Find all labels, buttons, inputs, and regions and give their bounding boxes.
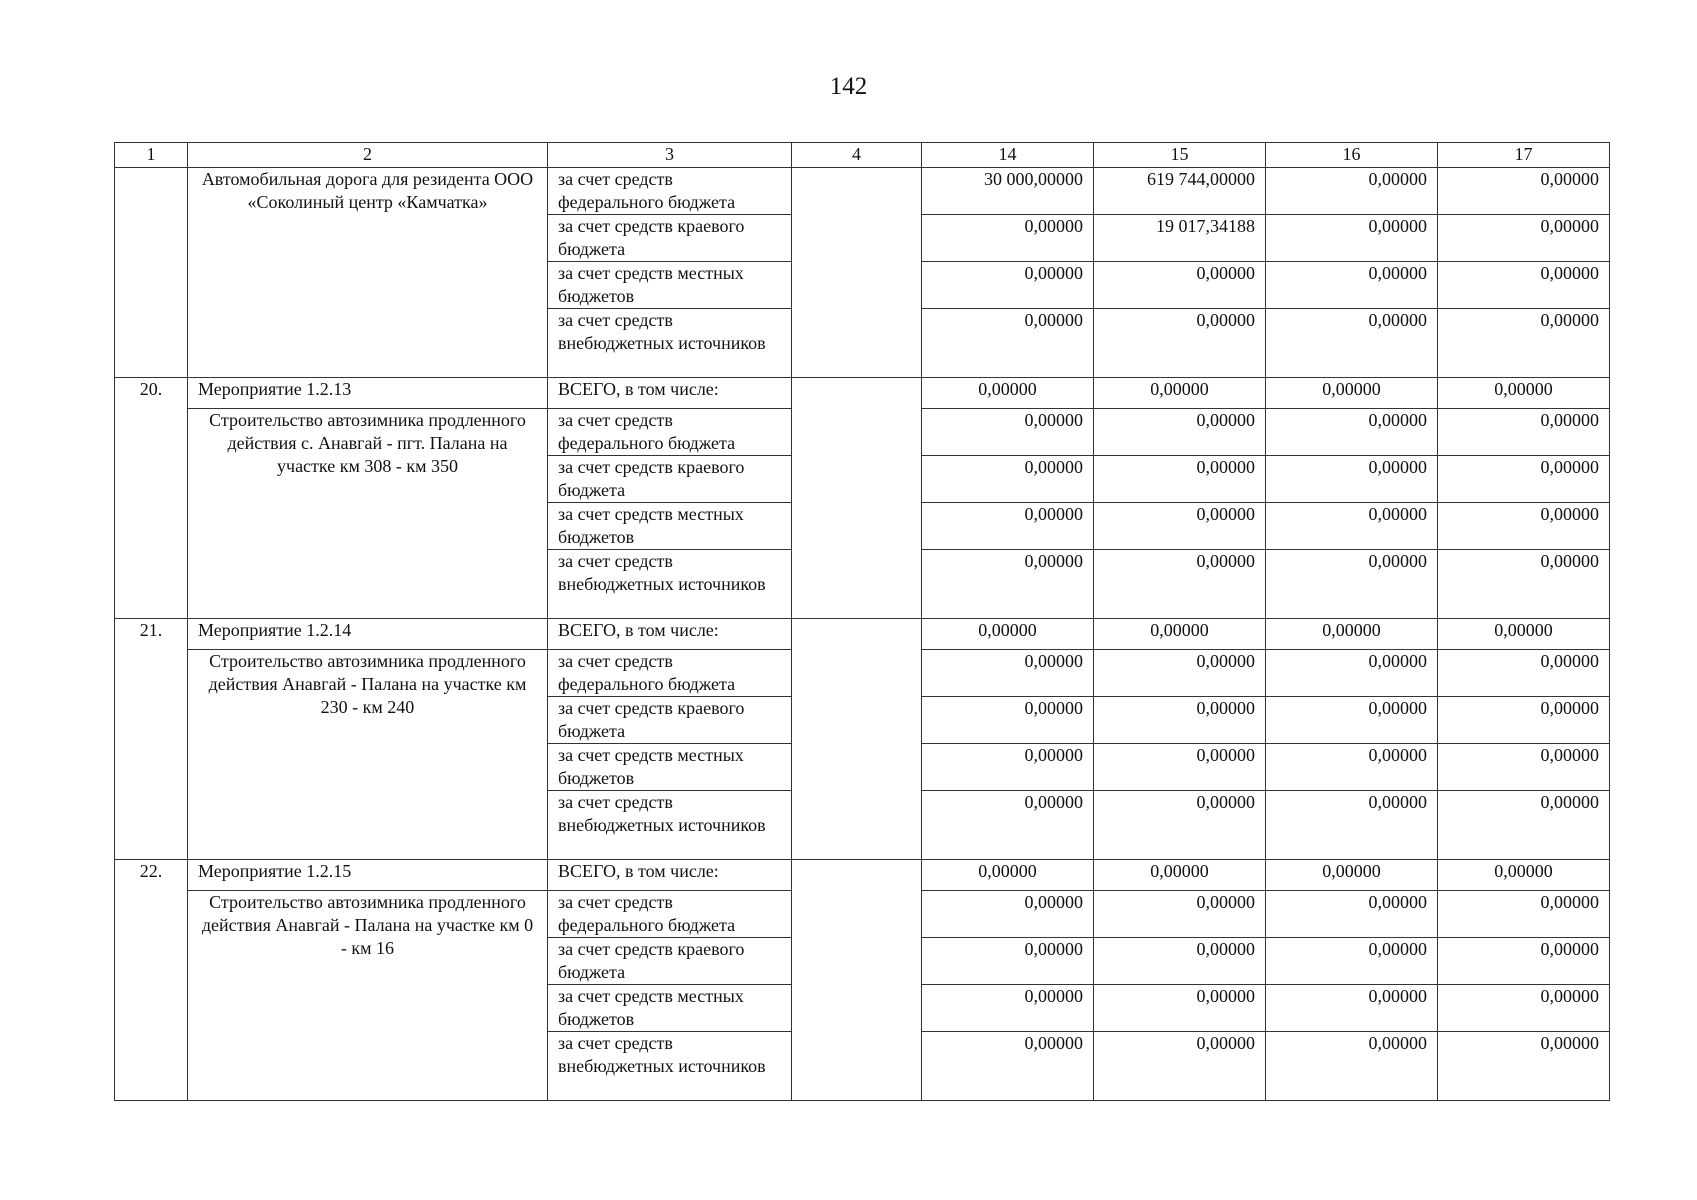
value-cell: 0,00000 (1438, 215, 1610, 262)
source-label: за счет средств федерального бюджета (548, 409, 792, 456)
table-row (115, 619, 1610, 650)
value-cell: 0,00000 (922, 456, 1094, 503)
column-number: 1 (115, 143, 188, 168)
column-4-cell (792, 168, 922, 378)
value-cell: 0,00000 (1266, 456, 1438, 503)
value-cell: 0,00000 (1266, 503, 1438, 550)
column-number: 16 (1266, 143, 1438, 168)
source-label: за счет средств краевого бюджета (548, 215, 792, 262)
table-row (115, 378, 1610, 409)
measure-description: Строительство автозимника продленного действия Анавгай - Палана на участке км 0 - км 16 (188, 891, 548, 1101)
source-label: ВСЕГО, в том числе: (548, 619, 792, 650)
value-cell: 0,00000 (922, 985, 1094, 1032)
value-cell: 0,00000 (922, 1032, 1094, 1101)
budget-table (114, 142, 1610, 1101)
value-cell: 0,00000 (1438, 697, 1610, 744)
value-cell: 0,00000 (1438, 891, 1610, 938)
measure-description: Автомобильная дорога для резидента ООО «Соколиный центр «Камчатка» (188, 168, 548, 378)
value-cell: 0,00000 (922, 503, 1094, 550)
value-cell: 0,00000 (1094, 697, 1266, 744)
total-value-cell: 0,00000 (1266, 378, 1438, 409)
column-number: 3 (548, 143, 792, 168)
value-cell: 0,00000 (1094, 744, 1266, 791)
column-4-cell (792, 619, 922, 860)
value-cell: 0,00000 (922, 650, 1094, 697)
value-cell: 0,00000 (1094, 409, 1266, 456)
measure-description: Строительство автозимника продленного действия Анавгай - Палана на участке км 230 - км 240 (188, 650, 548, 860)
total-value-cell: 0,00000 (922, 378, 1094, 409)
value-cell: 619 744,00000 (1094, 168, 1266, 215)
measure-title: Мероприятие 1.2.14 (188, 619, 548, 650)
row-number: 21. (115, 619, 188, 860)
value-cell: 0,00000 (1266, 985, 1438, 1032)
value-cell: 0,00000 (1438, 168, 1610, 215)
value-cell: 0,00000 (1438, 456, 1610, 503)
value-cell: 0,00000 (1438, 938, 1610, 985)
total-value-cell: 0,00000 (1094, 860, 1266, 891)
value-cell: 0,00000 (922, 697, 1094, 744)
value-cell: 0,00000 (1094, 791, 1266, 860)
column-number-row (115, 143, 1610, 168)
column-number: 14 (922, 143, 1094, 168)
value-cell: 0,00000 (922, 409, 1094, 456)
value-cell: 0,00000 (1266, 262, 1438, 309)
source-label: ВСЕГО, в том числе: (548, 860, 792, 891)
row-number: 20. (115, 378, 188, 619)
source-label: за счет средств краевого бюджета (548, 697, 792, 744)
total-value-cell: 0,00000 (1438, 860, 1610, 891)
value-cell: 0,00000 (922, 744, 1094, 791)
value-cell: 0,00000 (1438, 262, 1610, 309)
value-cell: 0,00000 (1438, 650, 1610, 697)
value-cell: 0,00000 (1266, 791, 1438, 860)
value-cell: 0,00000 (1094, 985, 1266, 1032)
total-value-cell: 0,00000 (922, 619, 1094, 650)
value-cell: 0,00000 (1438, 550, 1610, 619)
value-cell: 0,00000 (1266, 891, 1438, 938)
source-label: за счет средств внебюджетных источников (548, 791, 792, 860)
value-cell: 0,00000 (1438, 503, 1610, 550)
measure-description: Строительство автозимника продленного действия с. Анавгай - пгт. Палана на участке км 308 - км 350 (188, 409, 548, 619)
source-label: за счет средств внебюджетных источников (548, 1032, 792, 1101)
source-label: за счет средств федерального бюджета (548, 891, 792, 938)
source-label: за счет средств федерального бюджета (548, 650, 792, 697)
value-cell: 0,00000 (1266, 938, 1438, 985)
value-cell: 19 017,34188 (1094, 215, 1266, 262)
column-number: 17 (1438, 143, 1610, 168)
value-cell: 0,00000 (1094, 503, 1266, 550)
table-row (115, 168, 1610, 215)
value-cell: 0,00000 (1094, 309, 1266, 378)
source-label: за счет средств федерального бюджета (548, 168, 792, 215)
value-cell: 0,00000 (1266, 697, 1438, 744)
value-cell: 0,00000 (922, 309, 1094, 378)
column-number: 4 (792, 143, 922, 168)
value-cell: 0,00000 (1266, 744, 1438, 791)
column-4-cell (792, 860, 922, 1101)
column-number: 15 (1094, 143, 1266, 168)
value-cell: 0,00000 (1094, 550, 1266, 619)
measure-title: Мероприятие 1.2.15 (188, 860, 548, 891)
value-cell: 0,00000 (1094, 938, 1266, 985)
value-cell: 30 000,00000 (922, 168, 1094, 215)
total-value-cell: 0,00000 (1438, 378, 1610, 409)
source-label: за счет средств краевого бюджета (548, 456, 792, 503)
source-label: за счет средств местных бюджетов (548, 985, 792, 1032)
row-number-cell (115, 168, 188, 378)
value-cell: 0,00000 (1266, 215, 1438, 262)
column-number: 2 (188, 143, 548, 168)
source-label: ВСЕГО, в том числе: (548, 378, 792, 409)
page-number: 142 (829, 73, 868, 100)
value-cell: 0,00000 (1094, 891, 1266, 938)
value-cell: 0,00000 (1438, 791, 1610, 860)
total-value-cell: 0,00000 (922, 860, 1094, 891)
source-label: за счет средств местных бюджетов (548, 503, 792, 550)
source-label: за счет средств внебюджетных источников (548, 550, 792, 619)
value-cell: 0,00000 (1438, 409, 1610, 456)
value-cell: 0,00000 (922, 891, 1094, 938)
source-label: за счет средств местных бюджетов (548, 262, 792, 309)
value-cell: 0,00000 (1094, 1032, 1266, 1101)
value-cell: 0,00000 (1266, 550, 1438, 619)
value-cell: 0,00000 (1266, 168, 1438, 215)
value-cell: 0,00000 (1438, 744, 1610, 791)
value-cell: 0,00000 (922, 791, 1094, 860)
value-cell: 0,00000 (922, 550, 1094, 619)
value-cell: 0,00000 (1094, 650, 1266, 697)
source-label: за счет средств местных бюджетов (548, 744, 792, 791)
value-cell: 0,00000 (1266, 650, 1438, 697)
source-label: за счет средств краевого бюджета (548, 938, 792, 985)
value-cell: 0,00000 (1094, 456, 1266, 503)
row-number: 22. (115, 860, 188, 1101)
value-cell: 0,00000 (1266, 309, 1438, 378)
value-cell: 0,00000 (922, 938, 1094, 985)
value-cell: 0,00000 (1266, 409, 1438, 456)
value-cell: 0,00000 (1438, 985, 1610, 1032)
total-value-cell: 0,00000 (1438, 619, 1610, 650)
value-cell: 0,00000 (922, 262, 1094, 309)
total-value-cell: 0,00000 (1266, 619, 1438, 650)
total-value-cell: 0,00000 (1094, 378, 1266, 409)
measure-title: Мероприятие 1.2.13 (188, 378, 548, 409)
total-value-cell: 0,00000 (1266, 860, 1438, 891)
source-label: за счет средств внебюджетных источников (548, 309, 792, 378)
total-value-cell: 0,00000 (1094, 619, 1266, 650)
value-cell: 0,00000 (922, 215, 1094, 262)
table-row (115, 860, 1610, 891)
value-cell: 0,00000 (1438, 1032, 1610, 1101)
value-cell: 0,00000 (1094, 262, 1266, 309)
value-cell: 0,00000 (1266, 1032, 1438, 1101)
value-cell: 0,00000 (1438, 309, 1610, 378)
column-4-cell (792, 378, 922, 619)
